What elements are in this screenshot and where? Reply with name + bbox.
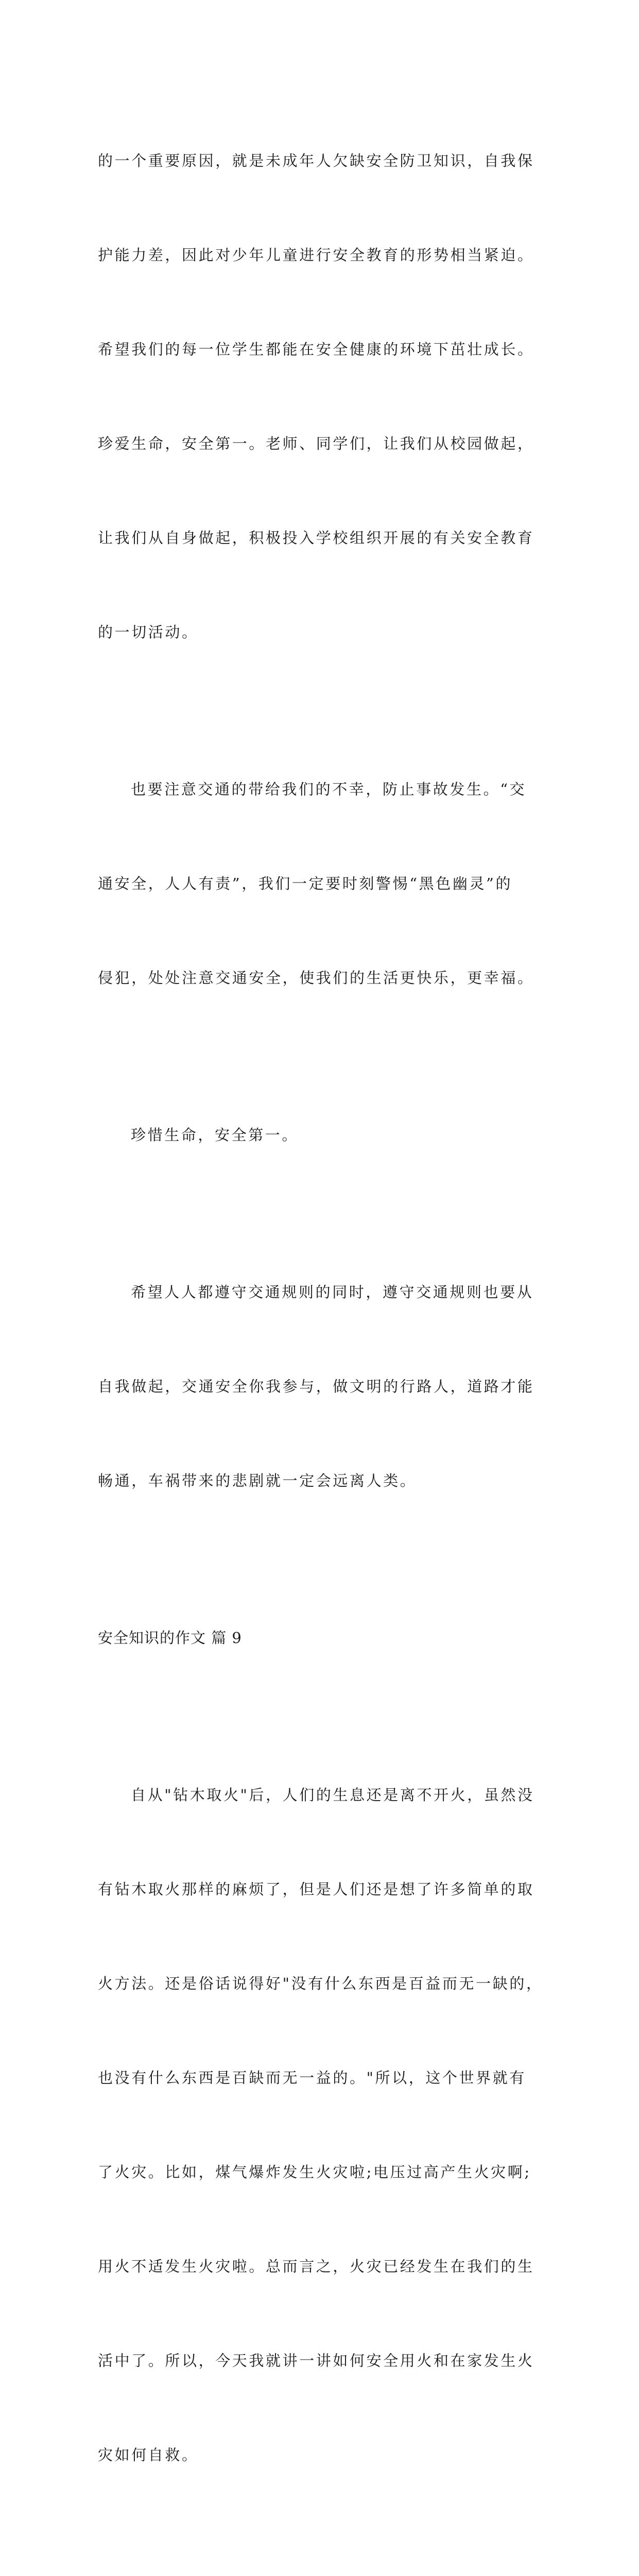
text-line: 通安全，人人有责”，我们一定要时刻警惕“黑色幽灵”的 xyxy=(98,875,513,892)
text-line: 火方法。还是俗话说得好"没有什么东西是百益而无一缺的， xyxy=(98,1975,543,1992)
text-line: 侵犯，处处注意交通安全，使我们的生活更快乐，更幸福。 xyxy=(98,969,534,987)
paragraph-5 xyxy=(98,1717,551,2534)
text-line: 自我做起，交通安全你我参与，做文明的行路人，道路才能 xyxy=(98,1378,534,1395)
document-page xyxy=(98,82,551,2576)
text-line: 用火不适发生火灾啦。总而言之，火灾已经发生在我们的生 xyxy=(98,2258,534,2275)
paragraph-3 xyxy=(98,1057,551,1214)
text-line: 让我们从自身做起，积极投入学校组织开展的有关安全教育 xyxy=(98,529,534,547)
text-line: 灾如何自救。 xyxy=(98,2446,199,2464)
paragraph-6 xyxy=(98,2534,551,2576)
text-line: 了火灾。比如，煤气爆炸发生火灾啦;电压过高产生火灾啊; xyxy=(98,2163,531,2181)
text-line: 的一个重要原因，就是未成年人欠缺安全防卫知识，自我保 xyxy=(98,152,534,170)
text-line: 护能力差，因此对少年儿童进行安全教育的形势相当紧迫。 xyxy=(98,246,534,264)
text-line: 畅通，车祸带来的悲剧就一定会远离人类。 xyxy=(98,1472,417,1489)
text-line-indented: 自从"钻木取火"后，人们的生息还是离不开火，虽然没 xyxy=(131,1786,534,1804)
paragraph-4 xyxy=(98,1214,551,1560)
text-line: 也没有什么东西是百缺而无一益的。"所以，这个世界就有 xyxy=(98,2069,526,2087)
text-line: 的一切活动。 xyxy=(98,623,199,641)
section-heading-text: 安全知识的作文 篇 9 xyxy=(98,1629,242,1647)
text-line-indented: 也要注意交通的带给我们的不幸，防止事故发生。“交 xyxy=(131,781,527,798)
text-line: 希望我们的每一位学生都能在安全健康的环境下茁壮成长。 xyxy=(98,341,534,358)
section-heading xyxy=(98,1560,551,1717)
text-line: 珍爱生命，安全第一。老师、同学们，让我们从校园做起， xyxy=(98,435,534,452)
paragraph-2 xyxy=(98,711,551,1057)
text-line: 有钻木取火那样的麻烦了，但是人们还是想了许多简单的取 xyxy=(98,1880,534,1898)
text-line: 活中了。所以，今天我就讲一讲如何安全用火和在家发生火 xyxy=(98,2352,534,2369)
paragraph-1 xyxy=(98,82,551,711)
text-line-indented: 珍惜生命，安全第一。 xyxy=(131,1126,299,1144)
text-line-indented: 希望人人都遵守交通规则的同时，遵守交通规则也要从 xyxy=(131,1283,534,1301)
